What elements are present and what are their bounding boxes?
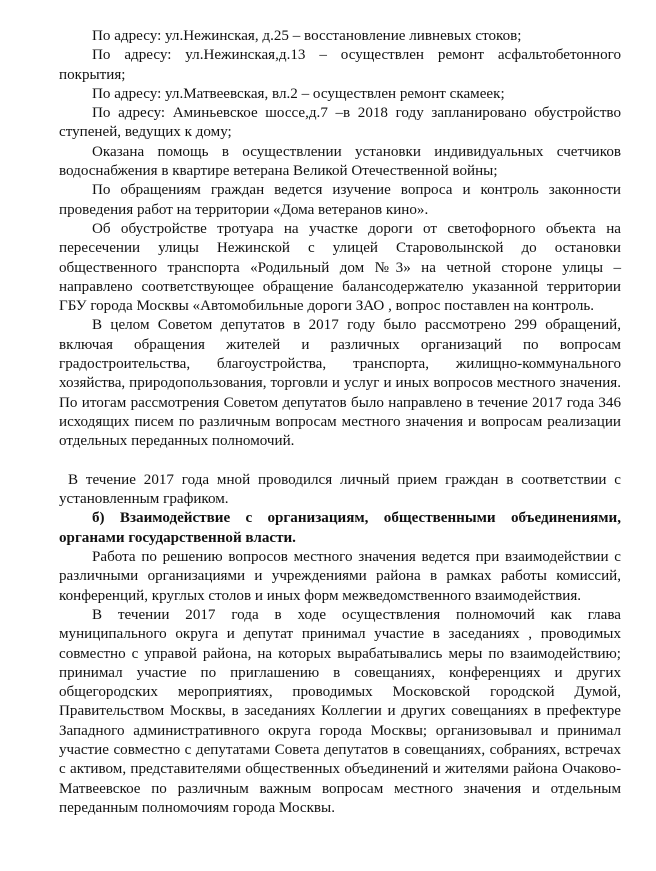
document-page bbox=[59, 27, 621, 818]
paragraph-address-matveevskaya-2: По адресу: ул.Матвеевская, вл.2 – осуществлен ремонт скамеек; bbox=[92, 85, 505, 102]
section-heading: б) Взаимодействие с организациям, общественными объединениями, органами государственной власти. bbox=[59, 510, 621, 546]
paragraph-head-activities: В течении 2017 года в ходе осуществления полномочий как глава муниципального округа и депутат принимал участие в заседаниях , проводимых совместно с управой района, на которых вырабатывались меры по взаимодействию; принимал участие по приглашению в совещаниях, конференциях и других общегородских мероприятиях, проводимых Московской городской Думой, Правительством Москвы, в заседаниях Коллегии и других совещаниях в префектуре Западного административного округа города Москвы; организовывал и принимал участие совместно с депутатами Совета депутатов в совещаниях, собраниях, встречах с активом, представителями общественных объединений и жителями района Очаково-Матвеевское по различным важным вопросам местного значения и отдельным переданным полномочиям города Москвы. bbox=[59, 606, 621, 816]
paragraph-personal-reception: В течение 2017 года мной проводился личный прием граждан в соответствии с установленным графиком. bbox=[59, 471, 621, 508]
paragraph-veterans-house: По обращениям граждан ведется изучение вопроса и контроль законности проведения работ на территории «Дома ветеранов кино». bbox=[59, 182, 621, 218]
paragraph-council-appeals: В целом Советом депутатов в 2017 году было рассмотрено 299 обращений, включая обращения жителей и различных организаций по вопросам градостроительства, благоустройства, транспорта, жилищно-коммунального хозяйства, природопользования, торговли и услуг и иных вопросов местного значения. По итогам рассмотрения Советом депутатов было направлено в течение 2017 года 346 исходящих писем по различным вопросам местного значения и вопросам реализации отдельных переданных полномочий. bbox=[59, 317, 621, 450]
paragraph-sidewalk: Об обустройстве тротуара на участке дороги от светофорного объекта на пересечении улицы Нежинской с улицей Староволынской до остановки общественного транспорта «Родильный дом №3» на четной стороне улицы – направлено соответствующее обращение балансодержателю указанной территории ГБУ города Москвы «Автомобильные дороги ЗАО , вопрос поставлен на контроль. bbox=[59, 220, 621, 315]
paragraph-address-nezhinskaya-25: По адресу: ул.Нежинская, д.25 – восстановление ливневых стоков; bbox=[92, 28, 522, 44]
paragraph-interaction-work: Работа по решению вопросов местного значения ведется при взаимодействии с различными организациями и учреждениями района в рамках работы комиссий, конференций, круглых столов и иных форм межведомственного взаимодействия. bbox=[59, 549, 621, 604]
paragraph-water-meters: Оказана помощь в осуществлении установки индивидуальных счетчиков водоснабжения в квартире ветерана Великой Отечественной войны; bbox=[59, 143, 621, 180]
paragraph-address-nezhinskaya-13: По адресу: ул.Нежинская,д.13 – осуществлен ремонт асфальтобетонного покрытия; bbox=[59, 47, 621, 83]
paragraph-address-aminyevskoe-7: По адресу: Аминьевское шоссе,д.7 –в 2018 году запланировано обустройство ступеней, ведущих к дому; bbox=[59, 105, 621, 141]
